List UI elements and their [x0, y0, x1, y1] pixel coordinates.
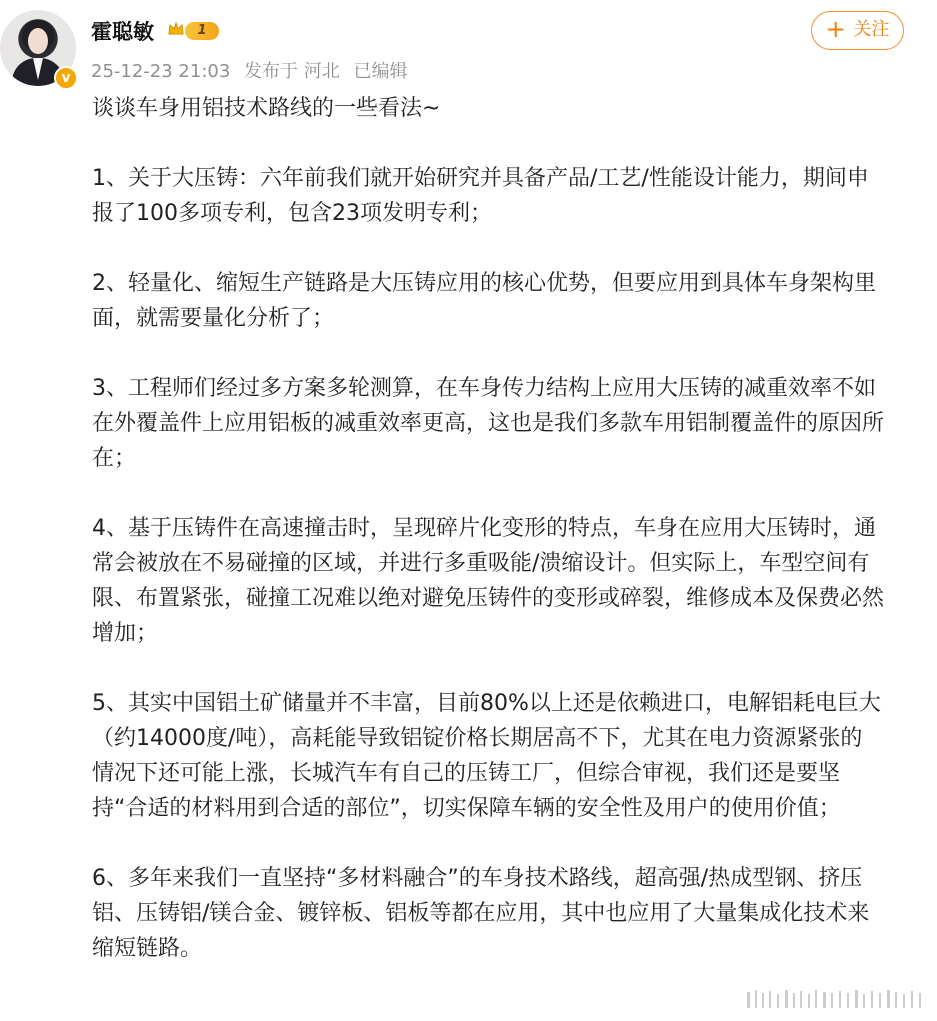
post-line: 常会被放在不易碰撞的区域，并进行多重吸能/溃缩设计。但实际上，车型空间有: [92, 551, 870, 576]
post-line: 6、多年来我们一直坚持“多材料融合”的车身技术路线，超高强/热成型钢、挤压: [92, 866, 863, 891]
post-line: 情况下还可能上涨，长城汽车有自己的压铸工厂，但综合审视，我们还是要坚: [92, 761, 841, 786]
post-line: 增加；: [92, 621, 159, 646]
plus-icon: +: [825, 15, 846, 43]
post-line: （约14000度/吨），高耗能导致铝锭价格长期居高不下，尤其在电力资源紧张的: [92, 726, 863, 751]
post-location: 发布于 河北: [244, 61, 340, 82]
post-line: 谈谈车身用铝技术路线的一些看法~: [92, 96, 441, 121]
post-line: 1、关于大压铸：六年前我们就开始研究并具备产品/工艺/性能设计能力，期间申: [92, 166, 869, 191]
post-line: 持“合适的材料用到合适的部位”，切实保障车辆的安全性及用户的使用价值；: [92, 796, 841, 821]
post-line: 报了100多项专利，包含23项发明专利；: [92, 201, 492, 226]
crown-icon: [167, 20, 185, 38]
edited-label: 已编辑: [353, 61, 408, 82]
post-spacer: [92, 336, 912, 371]
post-line: 铝、压铸铝/镁合金、镀锌板、铝板等都在应用，其中也应用了大量集成化技术来: [92, 901, 870, 926]
post-spacer: [92, 126, 912, 161]
post-line: 在外覆盖件上应用铝板的减重效率更高，这也是我们多款车用铝制覆盖件的原因所: [92, 411, 885, 436]
post-line: 5、其实中国铝土矿储量并不丰富，目前80%以上还是依赖进口，电解铝耗电巨大: [92, 691, 881, 716]
post-time: 25-12-23 21:03: [91, 61, 231, 82]
post-line: 4、基于压铸件在高速撞击时，呈现碎片化变形的特点，车身在应用大压铸时，通: [92, 516, 876, 541]
post-content: [92, 91, 912, 966]
post-line: 面，就需要量化分析了；: [92, 306, 335, 331]
post-line: 限、布置紧张，碰撞工况难以绝对避免压铸件的变形或碎裂，维修成本及保费必然: [92, 586, 885, 611]
user-level-badge: 1: [185, 22, 219, 40]
avatar-face: [28, 28, 48, 54]
post-spacer: [92, 476, 912, 511]
follow-button[interactable]: [811, 11, 904, 50]
post-line: 在；: [92, 446, 137, 471]
post-spacer: [92, 651, 912, 686]
follow-label: 关注: [853, 19, 890, 40]
username[interactable]: 霍聪敏: [91, 20, 154, 44]
post-line: 3、工程师们经过多方案多轮测算，在车身传力结构上应用大压铸的减重效率不如: [92, 376, 876, 401]
verified-badge-icon: v: [54, 66, 78, 90]
watermark-icon: [739, 985, 929, 1015]
post-spacer: [92, 826, 912, 861]
post-line: 2、轻量化、缩短生产链路是大压铸应用的核心优势，但要应用到具体车身架构里: [92, 271, 876, 296]
post-line: 缩短链路。: [92, 936, 203, 961]
post-meta: [91, 57, 416, 83]
post-spacer: [92, 231, 912, 266]
